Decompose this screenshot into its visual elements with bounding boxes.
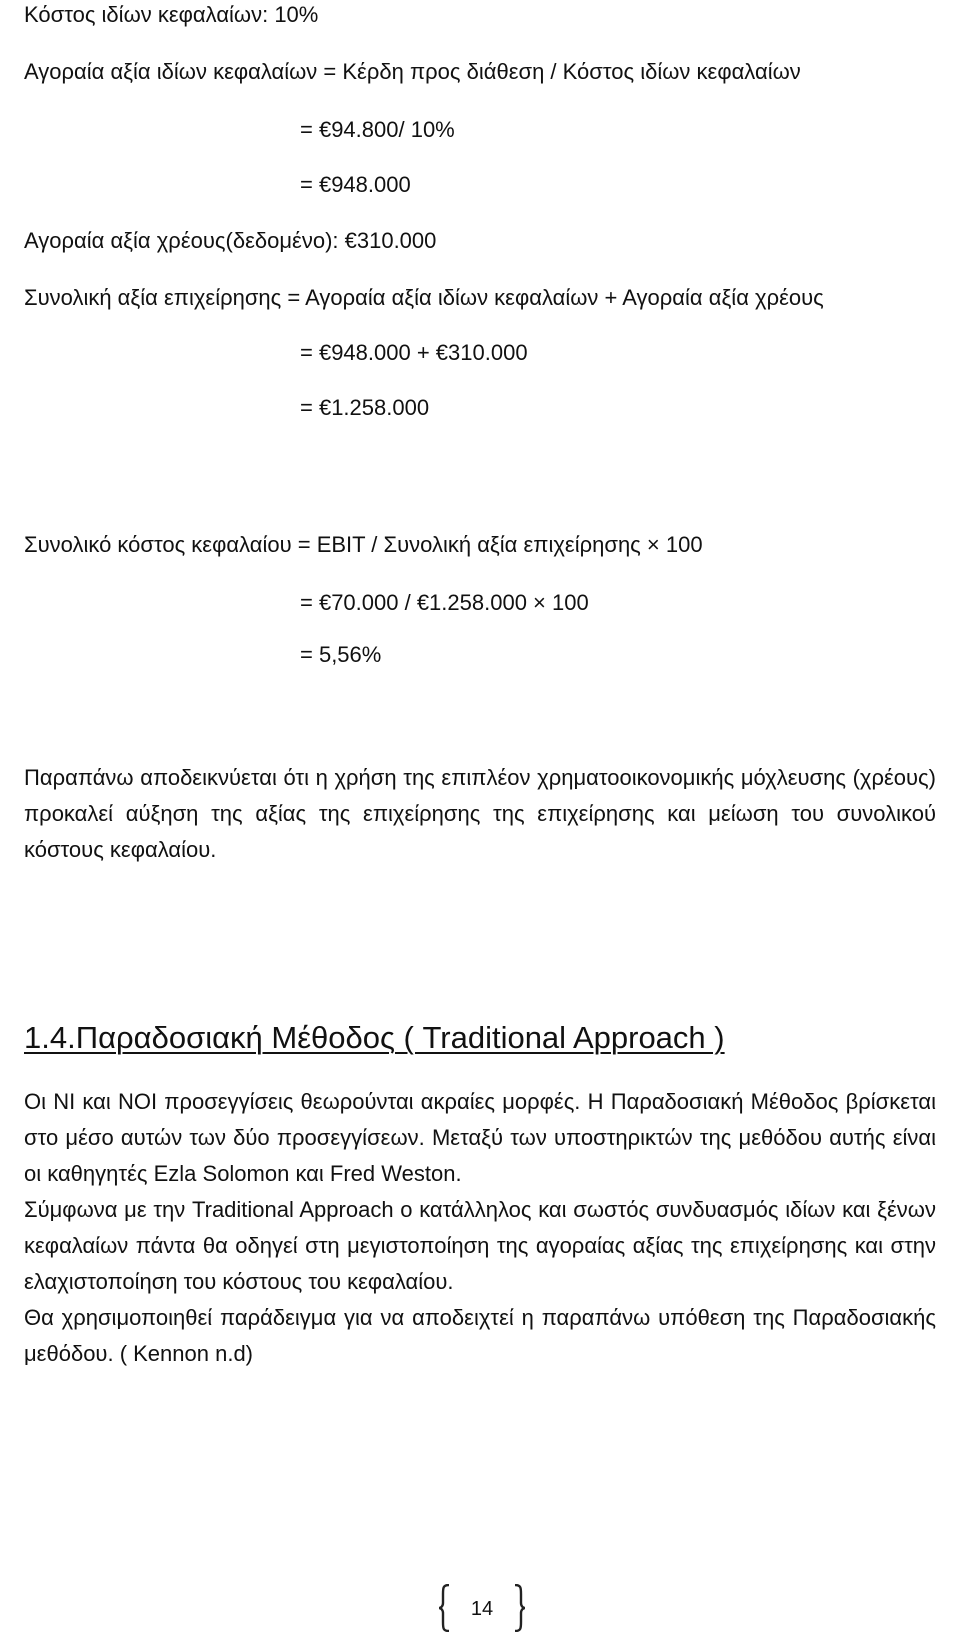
left-brace-icon <box>438 1584 450 1632</box>
right-brace-icon <box>514 1584 526 1632</box>
section-heading: 1.4.Παραδοσιακή Μέθοδος ( Traditional Approach ) <box>24 1020 725 1055</box>
page-number: 14 <box>470 1598 494 1620</box>
firm-value-step-1: = €948.000 + €310.000 <box>300 340 528 365</box>
page-footer <box>438 1584 526 1634</box>
cost-of-capital-step-1: = €70.000 / €1.258.000 × 100 <box>300 590 589 615</box>
section-paragraph-3: Θα χρησιμοποιηθεί παράδειγμα για να αποδειχτεί η παραπάνω υπόθεση της Παραδοσιακής μεθόδου. ( Kennon n.d) <box>24 1305 936 1366</box>
conclusion-paragraph: Παραπάνω αποδεικνύεται ότι η χρήση της επιπλέον χρηματοοικονομικής μόχλευσης (χρέους) προκαλεί αύξηση της αξίας της επιχείρησης της επιχείρησης και μείωση του συνολικού κόστους κεφαλαίου. <box>24 765 936 862</box>
equity-value-step-2: = €948.000 <box>300 172 411 197</box>
firm-value-step-2: = €1.258.000 <box>300 395 430 420</box>
section-paragraph-1: Οι NI και NOI προσεγγίσεις θεωρούνται ακραίες μορφές. Η Παραδοσιακή Μέθοδος βρίσκεται στο μέσο αυτών των δύο προσεγγίσεων. Μεταξύ των υποστηρικτών της μεθόδου αυτής είναι οι καθηγητές Ezla Solomon και Fred Weston. <box>24 1089 936 1186</box>
cost-of-equity-line: Κόστος ιδίων κεφαλαίων: 10% <box>24 2 319 27</box>
equity-value-formula: Αγοραία αξία ιδίων κεφαλαίων = Κέρδη προς διάθεση / Κόστος ιδίων κεφαλαίων <box>24 59 801 84</box>
firm-value-formula: Συνολική αξία επιχείρησης = Αγοραία αξία ιδίων κεφαλαίων + Αγοραία αξία χρέους <box>24 285 824 310</box>
section-paragraph-2: Σύμφωνα με την Traditional Approach ο κατάλληλος και σωστός συνδυασμός ιδίων και ξένων κεφαλαίων πάντα θα οδηγεί στη μεγιστοποίηση της αγοραίας αξίας της επιχείρησης και στην ελαχιστοποίηση του κόστους του κεφαλαίου. <box>24 1197 936 1294</box>
cost-of-capital-formula: Συνολικό κόστος κεφαλαίου = EBIT / Συνολική αξία επιχείρησης × 100 <box>24 532 703 557</box>
debt-value-line: Αγοραία αξία χρέους(δεδομένο): €310.000 <box>24 228 437 253</box>
equity-value-step-1: = €94.800/ 10% <box>300 117 455 142</box>
cost-of-capital-step-2: = 5,56% <box>300 642 382 667</box>
